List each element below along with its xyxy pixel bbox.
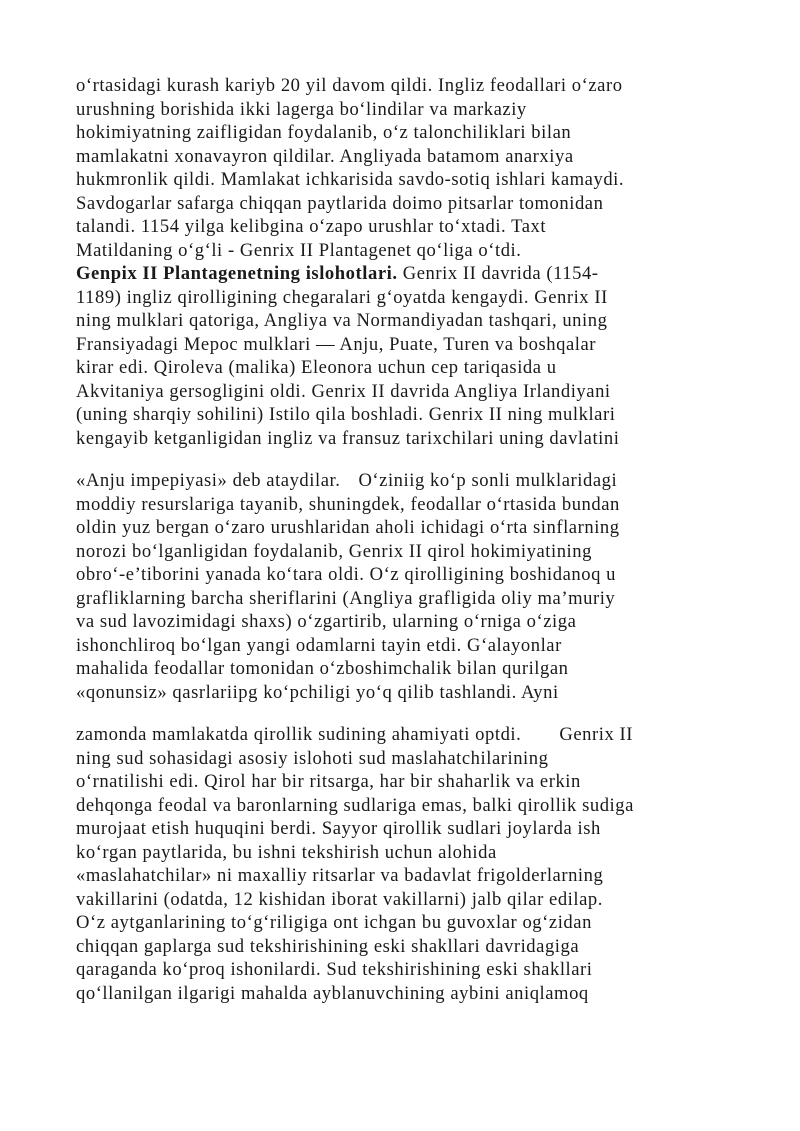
document-page [76,74,746,1005]
paragraph-1 [76,74,746,450]
text-line: ishonchliroq bo‘lgan yangi odamlarni tayin etdi. G‘alayonlar [76,634,562,656]
text-line [76,723,746,747]
text-line: talandi. 1154 yilga kelibgina o‘zapo urushlar to‘xtadi. Taxt [76,216,547,237]
text-segment: zamonda mamlakatda qirollik sudining ahamiyati optdi. [76,724,522,745]
text-line: ning sud sohasidagi asosiy islohoti sud maslahatchilarining [76,747,549,769]
text-line: o‘rnatilishi edi. Qirol har bir ritsarga, har bir shaharlik va erkin [76,771,581,792]
text-line: 1189) ingliz qirolligining chegaralari g‘oyatda kengaydi. Genrix II [76,286,608,308]
text-line: o‘rtasidagi kurash kariyb 20 yil davom qildi. Ingliz feodallari o‘zaro [76,75,623,96]
text-line: Fransiyadagi Mepoc mulklari — Anju, Puate, Turen va boshqalar [76,333,597,355]
text-line: oldin yuz bergan o‘zaro urushlaridan aholi ichidagi o‘rta sinflarning [76,517,620,538]
paragraph-3 [76,723,746,1005]
text-line: urushning borishida ikki lagerga bo‘lindilar va markaziy [76,98,527,120]
text-line: Akvitaniya gersogligini oldi. Genrix II davrida Angliya Irlandiyani [76,380,611,402]
text-line: qo‘llanilgan ilgarigi mahalda ayblanuvchining aybini aniqlamoq [76,982,589,1004]
text-line: hokimiyatning zaifligidan foydalanib, o‘z talonchiliklari bilan [76,122,572,143]
text-line: kirar edi. Qiroleva (malika) Eleonora uchun cep tariqasida u [76,357,557,378]
text-line: Matildaning o‘g‘li - Genrix II Plantagenet qo‘liga o‘tdi. [76,239,522,261]
text-line: vakillarini (odatda, 12 kishidan iborat vakillarni) jalb qilar edilap. [76,888,603,910]
text-segment: Genrix II [559,724,633,745]
text-line: (uning sharqiy sohilini) Istilo qila boshladi. Genrix II ning mulklari [76,404,616,425]
heading-continuation: Genrix II davrida (1154- [397,263,599,284]
paragraph-2 [76,469,746,704]
text-line: norozi bo‘lganligidan foydalanib, Genrix II qirol hokimiyatining [76,540,592,562]
text-line: «qonunsiz» qasrlariipg ko‘pchiligi yo‘q qilib tashlandi. Ayni [76,681,559,703]
section-heading: Genpix II Plantagenetning islohotlari. [76,263,398,284]
text-line: va sud lavozimidagi shaxs) o‘zgartirib, ularning o‘rniga o‘ziga [76,611,577,632]
text-line: chiqqan gaplarga sud tekshirishining eski shakllari davridagiga [76,935,580,957]
section-heading-line [76,262,746,286]
text-line: kengayib ketganligidan ingliz va fransuz tarixchilari uning davlatini [76,427,620,449]
text-line: obro‘-e’tiborini yanada ko‘tara oldi. O‘z qirolligining boshidanoq u [76,564,617,585]
text-line: Savdogarlar safarga chiqqan paytlarida doimo pitsarlar tomonidan [76,192,604,214]
text-line: «maslahatchilar» ni maxalliy ritsarlar va badavlat frigolderlarning [76,865,604,886]
text-line: ko‘rgan paytlarida, bu ishni tekshirish uchun alohida [76,841,497,863]
text-line: moddiy resurslariga tayanib, shuningdek, feodallar o‘rtasida bundan [76,493,620,515]
text-line: qaraganda ko‘proq ishonilardi. Sud tekshirishining eski shakllari [76,959,593,980]
text-segment: O‘ziniig ko‘p sonli mulklaridagi [358,470,618,491]
text-segment: «Anju impepiyasi» deb ataydilar. [76,470,341,491]
text-line: O‘z aytganlarining to‘g‘riligiga ont ichgan bu guvoxlar og‘zidan [76,912,592,933]
text-line: grafliklarning barcha sheriflarini (Angliya grafligida oliy ma’muriy [76,587,616,609]
text-line: dehqonga feodal va baronlarning sudlariga emas, balki qirollik sudiga [76,794,634,816]
text-line: mamlakatni xonavayron qildilar. Angliyada batamom anarxiya [76,145,574,167]
text-line [76,469,746,493]
text-line: murojaat etish huquqini berdi. Sayyor qirollik sudlari joylarda ish [76,818,601,839]
text-line: ning mulklari qatoriga, Angliya va Normandiyadan tashqari, uning [76,310,608,331]
text-line: hukmronlik qildi. Mamlakat ichkarisida savdo-sotiq ishlari kamaydi. [76,169,625,190]
text-line: mahalida feodallar tomonidan o‘zboshimchalik bilan qurilgan [76,658,569,679]
